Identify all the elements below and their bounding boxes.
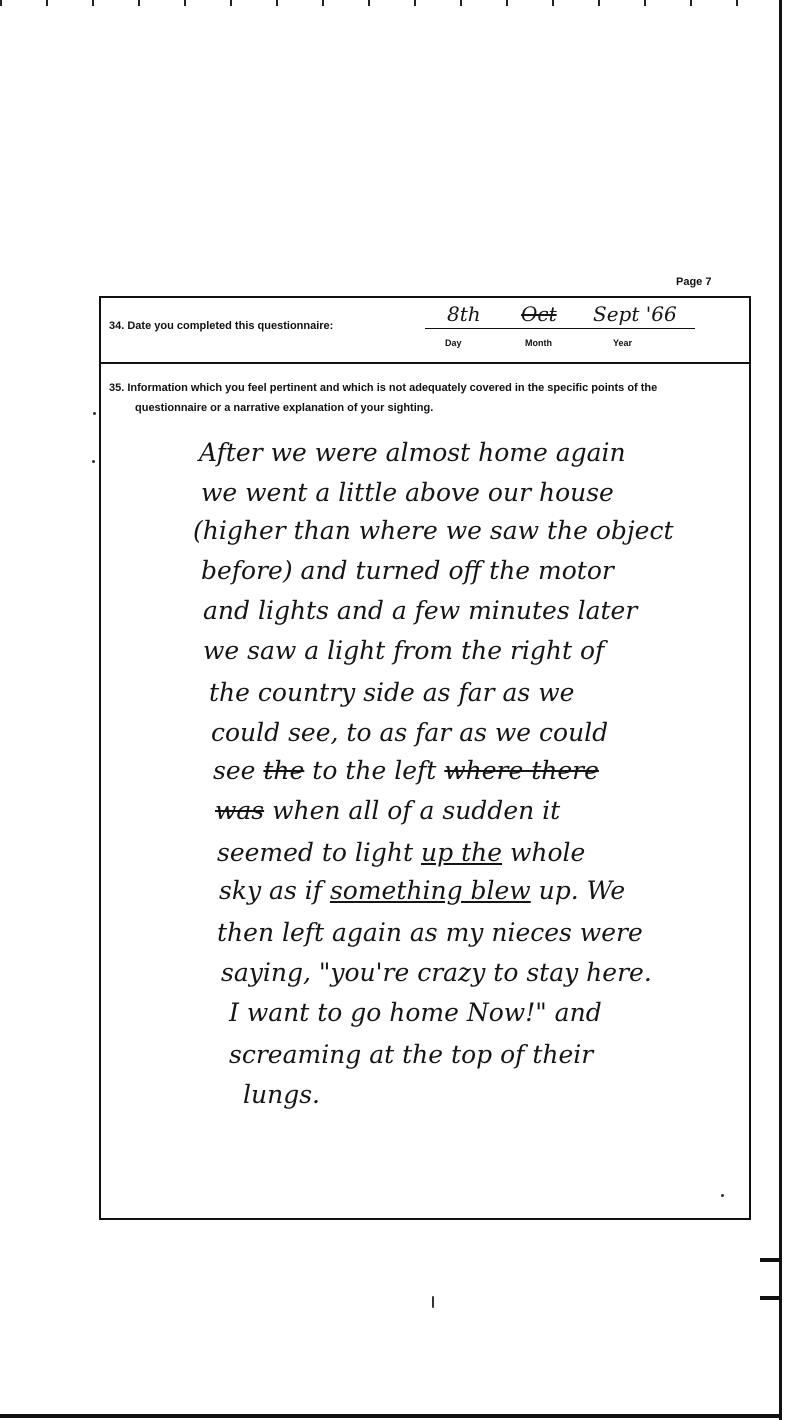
date-underline — [425, 328, 695, 329]
narrative-line: then left again as my nieces were — [217, 918, 643, 947]
narrative-line: before) and turned off the motor — [201, 556, 614, 585]
scan-right-border — [779, 0, 782, 1420]
scan-edge-marks — [0, 0, 780, 6]
narrative-line: could see, to as far as we could — [211, 718, 609, 747]
narrative-text: sky as if — [219, 876, 330, 905]
question-34-label — [109, 320, 333, 332]
page-number: Page 7 — [676, 276, 712, 288]
question-35-label — [109, 378, 729, 418]
narrative-line: we saw a light from the right of — [203, 636, 605, 665]
narrative-line — [213, 756, 599, 786]
question-number: 35. — [109, 382, 125, 394]
narrative-line: screaming at the top of their — [229, 1040, 594, 1069]
day-caption: Day — [445, 338, 462, 348]
scan-bottom-border — [0, 1414, 782, 1418]
question-number: 34. — [109, 320, 125, 332]
month-caption: Month — [525, 338, 552, 348]
question-text: Date you completed this questionnaire: — [127, 320, 334, 332]
year-caption: Year — [613, 338, 633, 348]
date-month-struck: Oct — [521, 302, 557, 326]
narrative-line — [219, 876, 625, 906]
narrative-line: I want to go home Now!" and — [229, 998, 602, 1027]
narrative-line: After we were almost home again — [199, 438, 626, 467]
question-35-line1 — [109, 378, 729, 398]
narrative-line: we went a little above our house — [201, 478, 614, 507]
ink-speck — [721, 1194, 724, 1197]
narrative-text: up. We — [530, 876, 626, 905]
narrative-text: seemed to light — [217, 838, 422, 867]
narrative-line — [215, 796, 560, 826]
narrative-line: the country side as far as we — [209, 678, 575, 707]
struck-text: was — [215, 796, 265, 825]
narrative-text: to the left — [304, 756, 445, 785]
question-text: Information which you feel pertinent and which is not adequately covered in the specific points of the — [127, 382, 658, 394]
narrative-line: saying, "you're crazy to stay here. — [221, 958, 652, 987]
narrative-line — [217, 838, 585, 868]
narrative-text: whole — [502, 838, 586, 867]
narrative-line: (higher than where we saw the object — [193, 516, 674, 545]
ink-speck — [92, 460, 95, 463]
ink-speck — [432, 1296, 434, 1308]
date-month-year-value: Sept '66 — [593, 302, 677, 326]
underlined-text: something blew — [329, 876, 531, 905]
ink-speck — [93, 412, 96, 415]
narrative-text: when all of a sudden it — [264, 796, 561, 825]
struck-text: where there — [444, 756, 599, 785]
narrative-line: and lights and a few minutes later — [203, 596, 638, 625]
scan-edge-tick — [760, 1258, 782, 1262]
underlined-text: up the — [421, 838, 503, 867]
question-35-line2: questionnaire or a narrative explanation of your sighting. — [135, 402, 434, 414]
question-34-row — [101, 298, 749, 364]
date-day-value: 8th — [447, 302, 481, 326]
narrative-line: lungs. — [243, 1080, 320, 1109]
narrative-text: see — [213, 756, 264, 785]
questionnaire-form — [99, 296, 751, 1220]
struck-text: the — [263, 756, 305, 785]
scan-edge-tick — [760, 1296, 782, 1300]
